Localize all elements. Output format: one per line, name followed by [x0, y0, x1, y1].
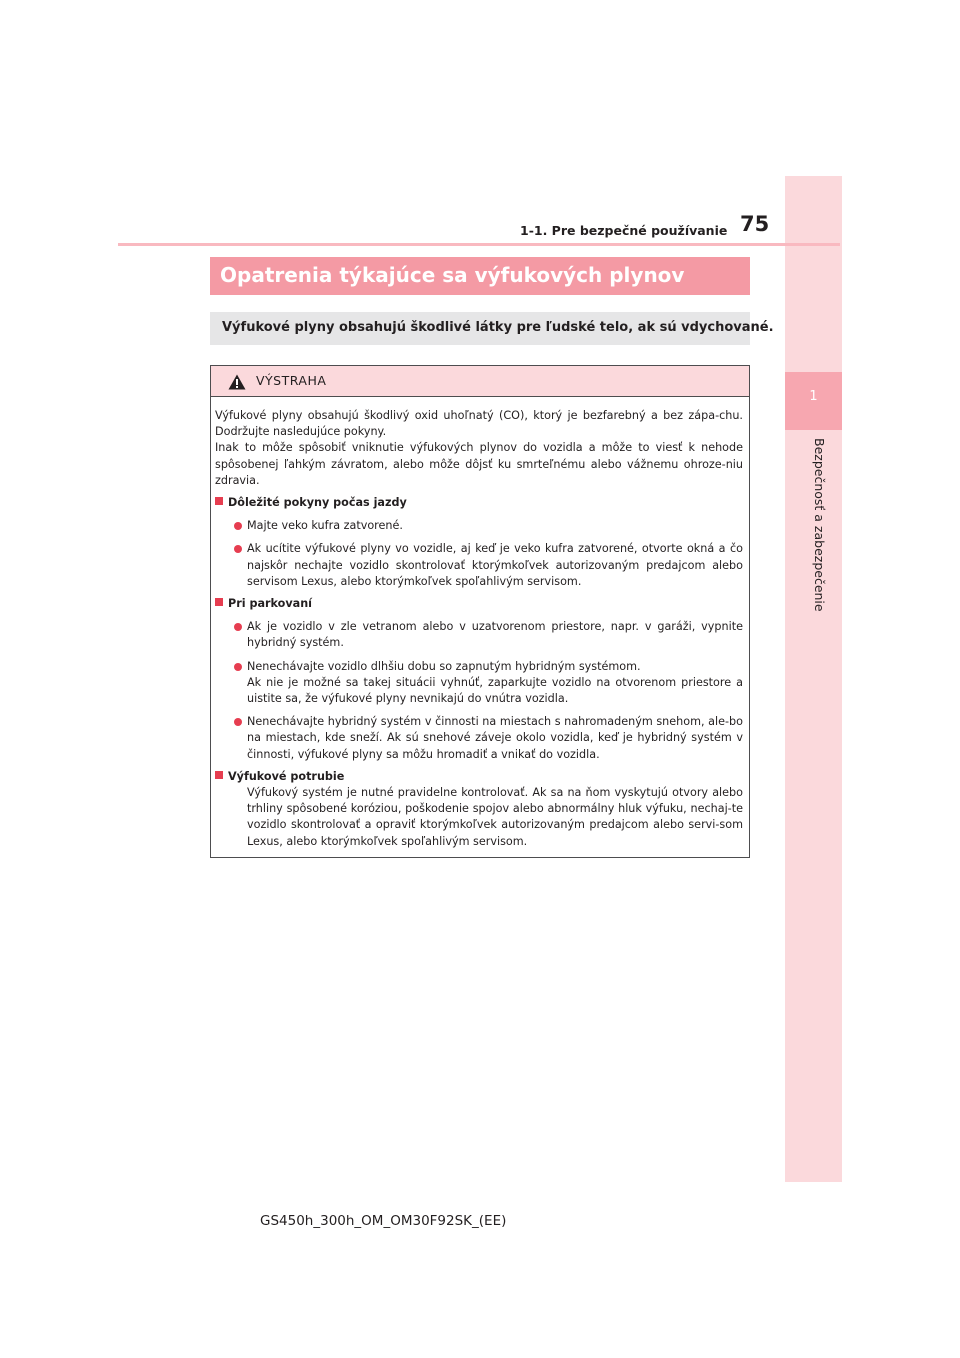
list-item: Ak ucítite výfukové plyny vo vozidle, aj keď je veko kufra zatvorené, otvorte okná a čo najskôr nechajte vozidlo skontrolovať ktorýmkoľvek autorizovaným predajcom alebo servisom Lexus, alebo ktorýmkoľvek spoľahlivým servisom. [215, 541, 743, 590]
subsection-heading: Dôležité pokyny počas jazdy [215, 495, 743, 511]
bullet-dot-icon [234, 623, 242, 631]
intro-text: Výfukové plyny obsahujú škodlivé látky pre ľudské telo, ak sú vdychované. [210, 312, 750, 345]
list-item: Majte veko kufra zatvorené. [215, 518, 743, 534]
square-bullet-icon [215, 497, 223, 505]
list-item: Nenechávajte vozidlo dlhšiu dobu so zapnutým hybridným systémom. Ak nie je možné sa takej situácii vyhnúť, zaparkujte vozidlo na otvorenom priestore a uistite sa, že výfukové plyny nevnikajú do vnútra vozidla. [215, 659, 743, 708]
document-code: GS450h_300h_OM_OM30F92SK_(EE) [260, 1213, 507, 1229]
subsection-text: Výfukový systém je nutné pravidelne kontrolovať. Ak sa na ňom vyskytujú otvory alebo trhliny spôsobené koróziou, poškodenie spojov alebo abnormálny hluk výfuku, nechaj-te vozidlo skontrolovať a opraviť ktorýmkoľvek autorizovaným predajcom alebo servi-som Lexus, alebo ktorýmkoľvek spoľahlivým servisom. [247, 786, 743, 848]
bullet-dot-icon [234, 663, 242, 671]
list-item: Nenechávajte hybridný systém v činnosti na miestach s nahromadeným snehom, ale-bo na miestach, kde sneží. Ak sú snehové záveje okolo vozidla, keď je hybridný systém v činnosti, výfukové plyny sa môžu hromadiť a vnikať do vozidla. [215, 714, 743, 763]
square-bullet-icon [215, 771, 223, 779]
warning-triangle-icon [228, 374, 246, 390]
subsection-heading: Výfukové potrubie [215, 769, 743, 785]
square-bullet-icon [215, 598, 223, 606]
warning-body [211, 397, 749, 850]
subsection-heading: Pri parkovaní [215, 596, 743, 612]
page-title: Opatrenia týkajúce sa výfukových plynov [210, 257, 750, 295]
chapter-title: Bezpečnosť a zabezpečenie [812, 438, 827, 612]
bullet-dot-icon [234, 718, 242, 726]
warning-box [210, 365, 750, 858]
warning-paragraph: Výfukové plyny obsahujú škodlivý oxid uhoľnatý (CO), ktorý je bezfarebný a bez zápa-chu. Dodržujte nasledujúce pokyny. [215, 409, 743, 439]
page-number: 75 [740, 212, 770, 236]
warning-paragraph: Inak to môže spôsobiť vniknutie výfukových plynov do vozidla a môže to viesť k nehode spôsobenej ľahkým závratom, alebo môže dôjsť ku smrteľnému alebo vážnemu ohroze-niu zdravia. [215, 441, 743, 487]
chapter-number: 1 [809, 389, 818, 404]
list-item: Ak je vozidlo v zle vetranom alebo v uzatvorenom priestore, napr. v garáži, vypnite hybridný systém. [215, 619, 743, 651]
header-rule [118, 243, 840, 246]
warning-header [211, 366, 749, 397]
bullet-dot-icon [234, 522, 242, 530]
warning-label: VÝSTRAHA [256, 373, 327, 388]
bullet-dot-icon [234, 545, 242, 553]
side-strip [785, 176, 842, 1182]
section-title: 1-1. Pre bezpečné používanie [520, 223, 728, 238]
